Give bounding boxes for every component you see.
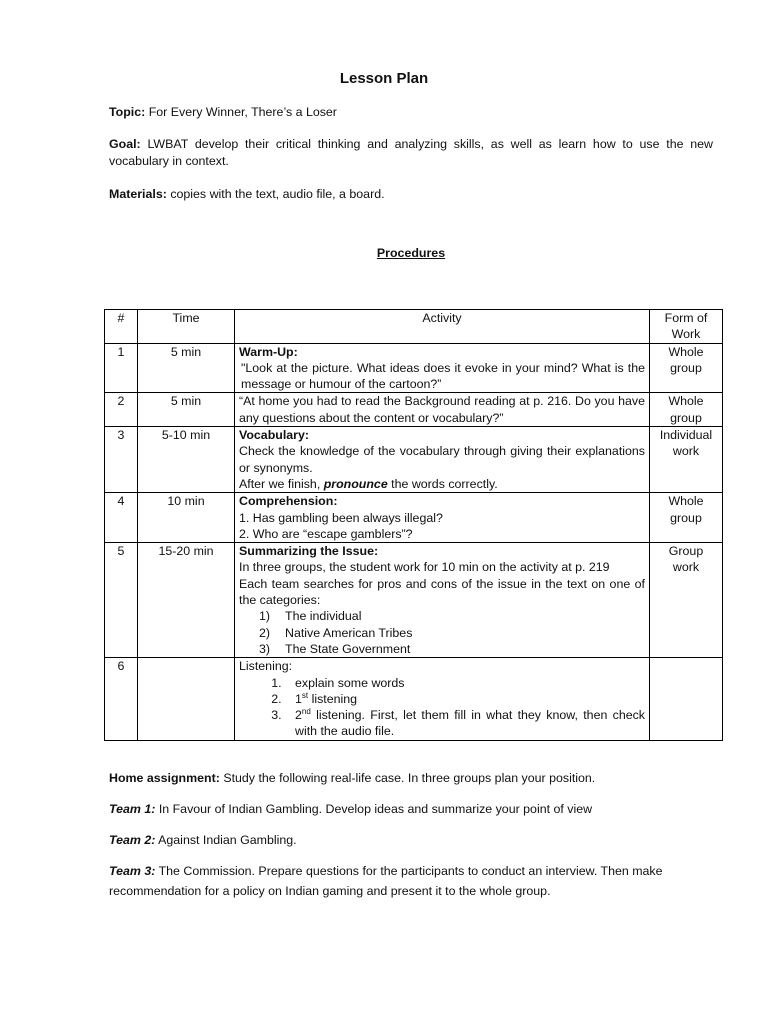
team3-line: [109, 861, 719, 901]
row-form: [650, 543, 723, 658]
procedures-heading: Procedures: [376, 246, 446, 260]
procedures-table: [104, 309, 723, 741]
activity-text: Check the knowledge of the vocabulary through giving their explanations or synonyms.: [239, 444, 645, 475]
form-line2: work: [672, 444, 700, 459]
header-time: Time: [138, 310, 235, 344]
header-num: #: [105, 310, 138, 344]
row-num: 4: [105, 493, 138, 543]
team3-text: The Commission. Prepare questions for the participants to conduct an interview. Then make recommendation for a policy on Indian gaming and present it to the whole group.: [109, 864, 663, 898]
activity-text: "Look at the picture. What ideas does it evoke in your mind? What is the message or humour of the cartoon?”: [241, 360, 645, 392]
row-form: [650, 393, 723, 427]
table-row: [105, 493, 723, 543]
header-form-line2: Work: [671, 327, 701, 342]
list-marker: 1): [259, 609, 271, 624]
activity-heading: Summarizing the Issue:: [239, 544, 379, 559]
list-item-text: The State Government: [285, 641, 411, 656]
activity-text: “At home you had to read the Background reading at p. 216. Do you have any questions about the content or vocabulary?”: [239, 394, 645, 425]
goal-text: LWBAT develop their critical thinking and analyzing skills, as well as learn how to use the new vocabulary in context.: [109, 137, 713, 168]
activity-heading: Warm-Up:: [239, 344, 298, 359]
materials-line: [109, 186, 713, 203]
activity-after-post: the words correctly.: [387, 476, 498, 491]
activity-heading: Comprehension:: [239, 494, 338, 509]
row-num: 2: [105, 393, 138, 427]
team1-line: [109, 799, 719, 819]
row-activity: [235, 393, 650, 427]
form-line1: Individual: [659, 428, 713, 443]
row-form: [650, 427, 723, 493]
list-item-text: The individual: [285, 609, 362, 624]
list-item-text: listening. First, let them fill in what they know, then check with the audio file.: [295, 708, 645, 739]
header-form: [650, 310, 723, 344]
header-form-line1: Form of: [664, 311, 708, 325]
row-activity: [235, 343, 650, 393]
team1-text: In Favour of Indian Gambling. Develop ideas and summarize your point of view: [158, 802, 593, 816]
list-item-text: explain some words: [295, 675, 405, 690]
table-header-row: [105, 310, 723, 344]
row-form: [650, 343, 723, 393]
activity-after: [239, 476, 645, 492]
team2-text: Against Indian Gambling.: [158, 833, 297, 847]
ordinal-suffix: nd: [301, 707, 311, 716]
activity-text: Each team searches for pros and cons of the issue in the text on one of the categories:: [239, 576, 645, 608]
team2-label: Team 2:: [109, 833, 156, 847]
row-time: 10 min: [138, 493, 235, 543]
activity-after-emphasis: pronounce: [323, 476, 388, 491]
topic-line: [109, 104, 713, 121]
topic-text: For Every Winner, There’s a Loser: [148, 105, 337, 119]
form-line2: work: [672, 560, 700, 575]
list-item: [259, 625, 645, 641]
list-item-num: 2: [295, 708, 302, 723]
form-line1: Group: [668, 544, 704, 559]
row-activity: [235, 543, 650, 658]
materials-text: copies with the text, audio file, a board.: [170, 187, 385, 201]
category-list: [239, 608, 645, 657]
table-row: [105, 427, 723, 493]
goal-label: Goal:: [109, 137, 141, 151]
form-line2: group: [670, 360, 702, 375]
row-num: 3: [105, 427, 138, 493]
topic-label: Topic:: [109, 105, 146, 119]
ordinal-suffix: st: [301, 690, 309, 700]
row-num: 5: [105, 543, 138, 658]
activity-heading: Vocabulary:: [239, 428, 310, 443]
list-item: [285, 707, 645, 740]
activity-question: 1. Has gambling been always illegal?: [239, 510, 443, 525]
list-item-text: Native American Tribes: [285, 625, 413, 640]
list-item: [285, 675, 645, 691]
list-marker: 2): [259, 625, 271, 640]
row-activity: [235, 493, 650, 543]
row-num: 6: [105, 658, 138, 740]
team1-label: Team 1:: [109, 802, 156, 816]
page-title: Lesson Plan: [339, 70, 429, 87]
home-assignment-text: Study the following real-life case. In three groups plan your position.: [223, 771, 596, 785]
row-activity: [235, 427, 650, 493]
list-item-num: 1: [295, 691, 302, 706]
row-form: [650, 493, 723, 543]
row-num: 1: [105, 343, 138, 393]
row-time: 5 min: [138, 393, 235, 427]
form-line1: Whole: [668, 344, 704, 359]
row-activity: [235, 658, 650, 740]
activity-text: In three groups, the student work for 10 min on the activity at p. 219: [239, 560, 610, 575]
row-time: 5 min: [138, 343, 235, 393]
activity-question: 2. Who are “escape gamblers”?: [239, 526, 413, 541]
form-line1: Whole: [668, 394, 704, 409]
list-item-text: listening: [308, 691, 358, 706]
table-row: [105, 393, 723, 427]
row-time: 15-20 min: [138, 543, 235, 658]
goal-paragraph: [109, 136, 713, 170]
list-marker: 3): [259, 641, 271, 656]
home-assignment-label: Home assignment:: [109, 771, 220, 785]
team2-line: [109, 830, 719, 850]
header-activity: Activity: [235, 310, 650, 344]
table-row: [105, 543, 723, 658]
form-line1: Whole: [668, 494, 704, 509]
row-time: [138, 658, 235, 740]
list-item: [285, 691, 645, 707]
team3-label: Team 3:: [109, 864, 156, 878]
row-time: 5-10 min: [138, 427, 235, 493]
form-line2: group: [670, 510, 702, 525]
activity-heading: Listening:: [239, 659, 293, 674]
home-assignment: [109, 768, 719, 788]
table-row: [105, 658, 723, 740]
list-item: [259, 641, 645, 657]
materials-label: Materials:: [109, 187, 167, 201]
list-item: [259, 608, 645, 624]
activity-after-pre: After we finish,: [239, 476, 324, 491]
row-form: [650, 658, 723, 740]
form-line2: group: [670, 410, 702, 425]
listening-list: [239, 675, 645, 740]
table-row: [105, 343, 723, 393]
